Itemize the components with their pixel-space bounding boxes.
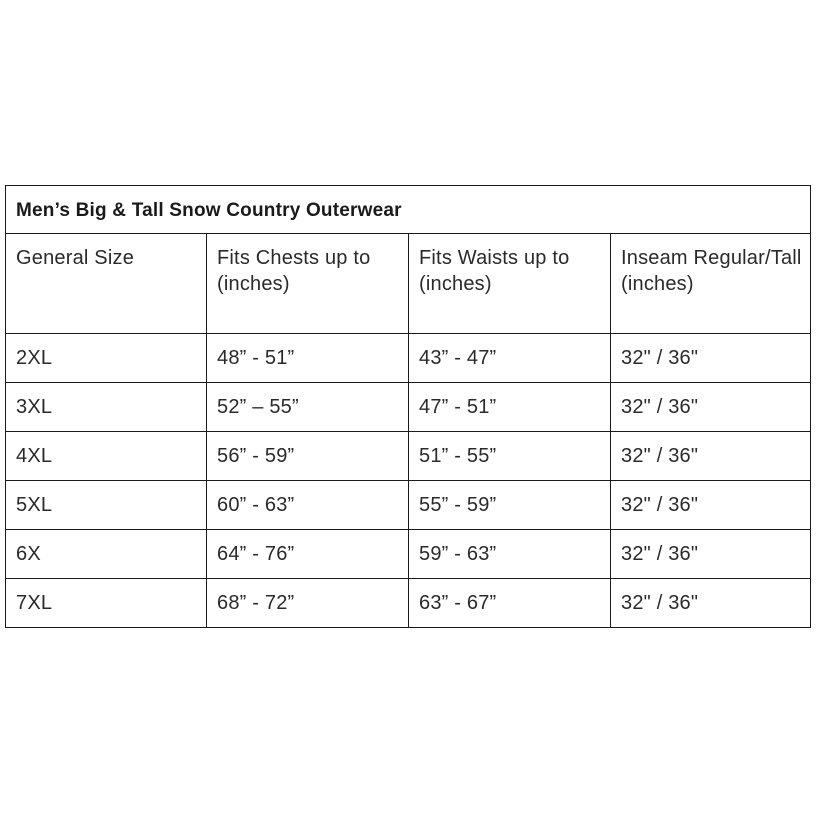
cell-waist: 59” - 63”: [409, 530, 611, 579]
table-row: [6, 530, 811, 579]
cell-chest: 52” – 55”: [207, 383, 409, 432]
size-chart-table: [5, 185, 811, 628]
table-row: [6, 334, 811, 383]
cell-chest: 60” - 63”: [207, 481, 409, 530]
header-chest: Fits Chests up to (inches): [207, 234, 409, 334]
cell-chest: 68” - 72”: [207, 579, 409, 628]
cell-size: 4XL: [6, 432, 207, 481]
table-header-row: [6, 234, 811, 334]
cell-inseam: 32" / 36": [611, 334, 811, 383]
cell-inseam: 32" / 36": [611, 530, 811, 579]
cell-waist: 55” - 59”: [409, 481, 611, 530]
cell-size: 7XL: [6, 579, 207, 628]
header-waist: Fits Waists up to (inches): [409, 234, 611, 334]
table-row: [6, 432, 811, 481]
cell-waist: 51” - 55”: [409, 432, 611, 481]
table-title: Men’s Big & Tall Snow Country Outerwear: [6, 186, 811, 234]
cell-waist: 43” - 47”: [409, 334, 611, 383]
cell-chest: 56” - 59”: [207, 432, 409, 481]
cell-inseam: 32" / 36": [611, 481, 811, 530]
cell-waist: 63” - 67”: [409, 579, 611, 628]
cell-inseam: 32" / 36": [611, 383, 811, 432]
header-general-size: General Size: [6, 234, 207, 334]
cell-size: 5XL: [6, 481, 207, 530]
table-row: [6, 481, 811, 530]
table-row: [6, 383, 811, 432]
cell-inseam: 32" / 36": [611, 579, 811, 628]
header-inseam: Inseam Regular/Tall (inches): [611, 234, 811, 334]
cell-size: 6X: [6, 530, 207, 579]
cell-size: 2XL: [6, 334, 207, 383]
cell-inseam: 32" / 36": [611, 432, 811, 481]
table-row: [6, 579, 811, 628]
cell-chest: 64” - 76”: [207, 530, 409, 579]
cell-chest: 48” - 51”: [207, 334, 409, 383]
cell-size: 3XL: [6, 383, 207, 432]
table-title-row: [6, 186, 811, 234]
cell-waist: 47” - 51”: [409, 383, 611, 432]
